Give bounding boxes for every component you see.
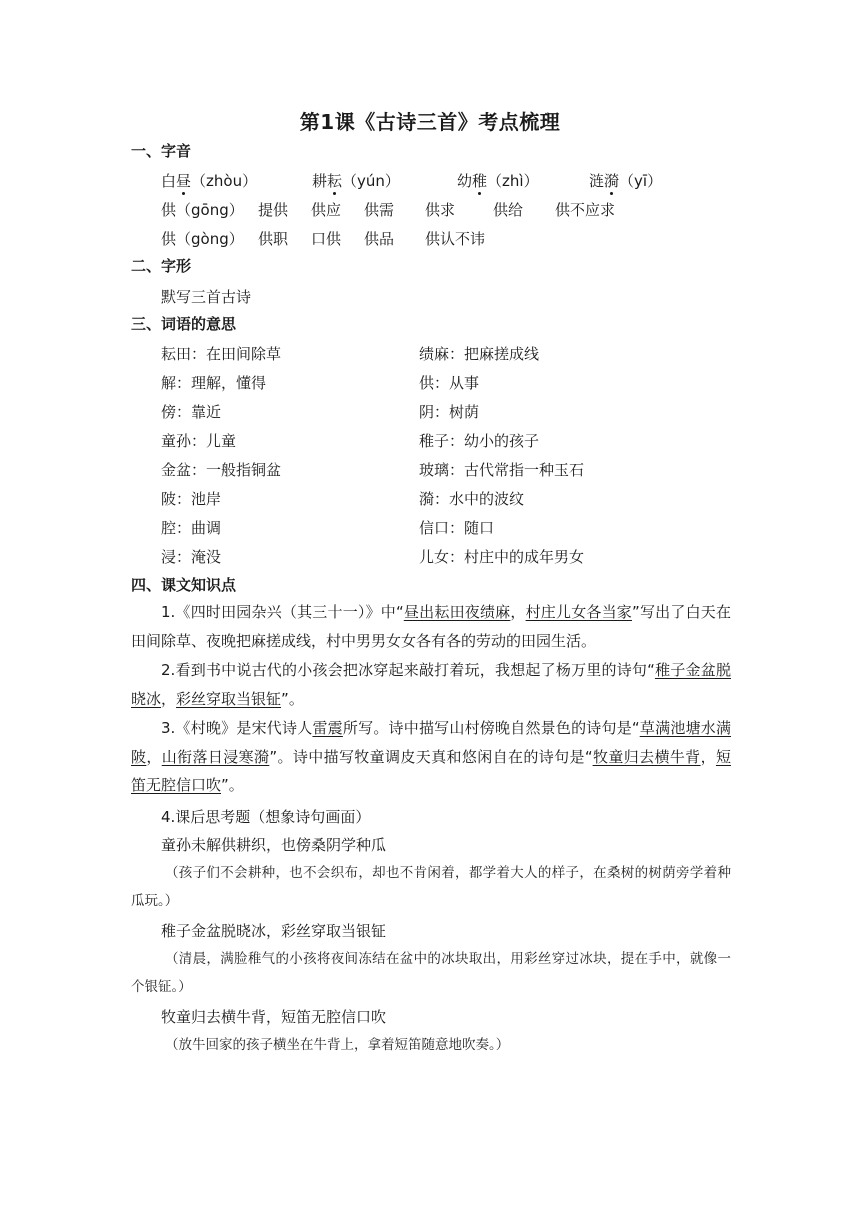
meaning-item: 解：理解，懂得: [161, 374, 267, 392]
meaning-item: 漪：水中的波纹: [419, 490, 525, 508]
word-item: 供给: [493, 201, 524, 219]
word-item: 供品: [364, 230, 395, 248]
text-span: 3.《村晚》是宋代诗人: [161, 719, 313, 737]
section-heading-glyphs: 二、字形: [131, 257, 192, 275]
polyphone-reading: 供（gòng）: [161, 230, 244, 248]
meaning-item: 阴：树荫: [419, 403, 480, 421]
meaning-item: 儿女：村庄中的成年男女: [419, 548, 585, 566]
meaning-item: 供：从事: [419, 374, 480, 392]
underlined-verse: 村庄儿女各当家: [525, 603, 632, 621]
word-item: 提供: [258, 201, 289, 219]
word-item: 供职: [258, 230, 289, 248]
text-span: ，: [161, 689, 177, 708]
pinyin-text: （zhì）: [487, 172, 539, 190]
meaning-item: 玻璃：古代常指一种玉石: [419, 461, 585, 479]
verse-explanation: （放牛回家的孩子横坐在牛背上，拿着短笛随意地吹奏。）: [165, 1037, 510, 1053]
verse-explanation: （清晨，满脸稚气的小孩将夜间冻结在盆中的冰块取出，用彩丝穿过冰块，提在手中，就像一个银钲。）: [131, 951, 731, 995]
text-span: ，: [510, 603, 526, 621]
dotted-char: 耘: [327, 172, 343, 190]
knowledge-paragraph-2: [131, 656, 731, 713]
meaning-item: 耘田：在田间除草: [161, 345, 282, 363]
glyph-task: 默写三首古诗: [161, 288, 252, 306]
word-char: 耕: [312, 172, 328, 190]
underlined-verse: 山衔落日浸寒漪: [161, 747, 270, 766]
knowledge-paragraph-3: [131, 714, 731, 800]
meaning-item: 信口：随口: [419, 519, 495, 537]
text-span: ，: [700, 747, 716, 766]
pinyin-text: （yún）: [342, 172, 400, 190]
meaning-item: 傍：靠近: [161, 403, 222, 421]
meaning-item: 浸：淹没: [161, 548, 222, 566]
underlined-verse: 草满池塘水满陂: [131, 719, 731, 766]
underlined-verse: 稚子金盆脱晓冰: [131, 661, 731, 708]
pinyin-item: [589, 170, 662, 191]
polyphone-reading: 供（gōng）: [161, 201, 244, 219]
dotted-char: 稚: [472, 172, 488, 190]
word-item: 供求: [425, 201, 456, 219]
verse-explanation: （孩子们不会耕种，也不会织布，却也不肯闲着，都学着大人的样子，在桑树的树荫旁学着种瓜玩。）: [131, 865, 731, 909]
page-title: 第1课《古诗三首》考点梳理: [299, 110, 561, 134]
meaning-item: 绩麻：把麻搓成线: [419, 345, 540, 363]
text-span: ”。: [221, 776, 244, 794]
meaning-item: 金盆：一般指铜盆: [161, 461, 282, 479]
pinyin-text: （zhòu）: [191, 172, 258, 190]
text-span: ”写出了白天在田间除草、夜晚把麻搓成线，村中男男女女各有各的劳动的田园生活。: [131, 603, 731, 650]
text-span: ”。: [281, 689, 304, 708]
word-item: 口供: [311, 230, 342, 248]
verse-line: 稚子金盆脱晓冰，彩丝穿取当银钲: [161, 922, 387, 940]
text-span: 所写。诗中描写山村傍晚自然景色的诗句是“: [342, 719, 640, 737]
underlined-verse: 牧童归去横牛背: [592, 747, 701, 766]
section-heading-knowledge: 四、课文知识点: [131, 576, 237, 594]
meaning-item: 童孙：儿童: [161, 432, 237, 450]
meaning-item: 陂：池岸: [161, 490, 222, 508]
verse-line: 牧童归去横牛背，短笛无腔信口吹: [161, 1008, 387, 1026]
word-item: 供不应求: [555, 201, 616, 219]
pinyin-item: [161, 170, 257, 191]
pinyin-item: [457, 170, 539, 191]
text-span: ，: [146, 747, 162, 766]
meaning-item: 腔：曲调: [161, 519, 222, 537]
word-item: 供认不讳: [425, 230, 486, 248]
word-item: 供需: [364, 201, 395, 219]
underlined-poet: 雷震: [312, 719, 343, 737]
knowledge-paragraph-1: [131, 598, 731, 655]
verse-line: 童孙未解供耕织，也傍桑阴学种瓜: [161, 836, 387, 854]
dotted-char: 漪: [604, 172, 620, 190]
pinyin-text: （yī）: [619, 172, 663, 190]
after-class-question: 4.课后思考题（想象诗句画面）: [161, 808, 371, 826]
underlined-verse: 彩丝穿取当银钲: [176, 689, 282, 708]
meaning-item: 稚子：幼小的孩子: [419, 432, 540, 450]
underlined-verse: 昼出耘田夜绩麻: [403, 603, 511, 621]
section-heading-pronunciation: 一、字音: [131, 142, 192, 160]
underlined-verse: 短笛无腔信口吹: [131, 747, 731, 794]
text-span: 1.《四时田园杂兴（其三十一）》中“: [161, 603, 404, 621]
word-item: 供应: [311, 201, 342, 219]
text-span: ”。诗中描写牧童调皮天真和悠闲自在的诗句是“: [269, 747, 593, 766]
dotted-char: 昼: [176, 172, 192, 190]
word-char: 涟: [589, 172, 605, 190]
section-heading-meanings: 三、词语的意思: [131, 315, 237, 333]
word-char: 白: [161, 172, 177, 190]
word-char: 幼: [457, 172, 473, 190]
pinyin-item: [312, 170, 400, 191]
text-span: 2.看到书中说古代的小孩会把冰穿起来敲打着玩，我想起了杨万里的诗句“: [161, 661, 655, 679]
